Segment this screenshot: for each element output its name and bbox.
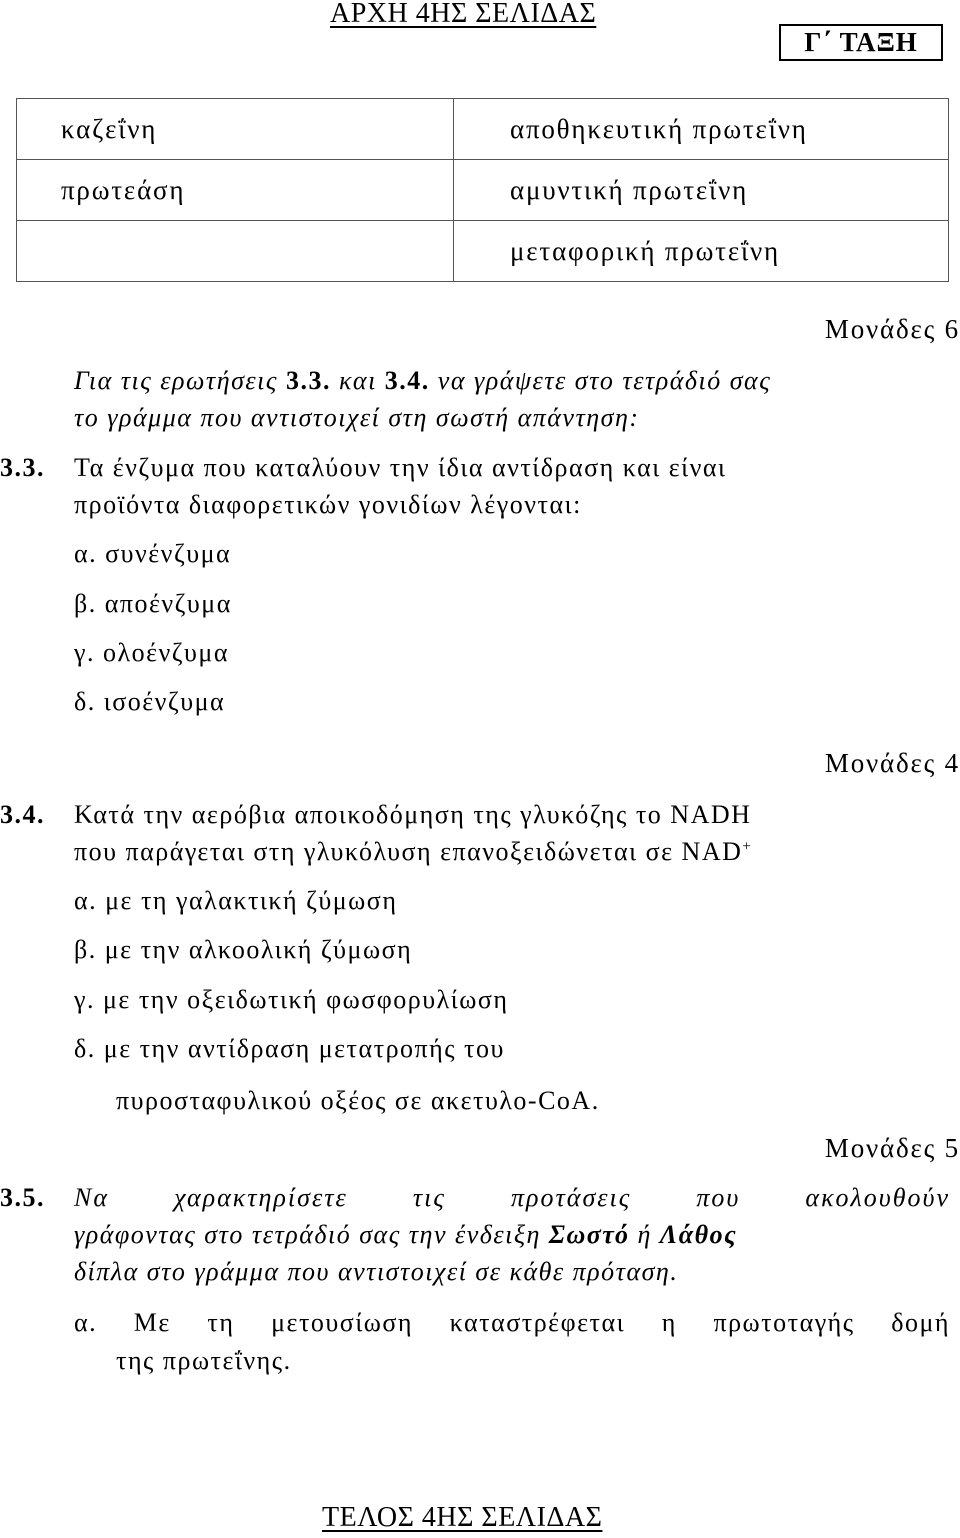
question-text: δίπλα στο γράμμα που αντιστοιχεί σε κάθε πρόταση. [74, 1257, 679, 1286]
instruction-text: να γράψετε στο τετράδιό σας [429, 366, 772, 395]
question-text-span: γράφοντας στο τετράδιό σας την ένδειξη [74, 1220, 549, 1249]
table-row [17, 99, 949, 160]
instruction-text: και [330, 366, 385, 395]
question-number: 3.3. [0, 453, 45, 482]
instruction-line-2: το γράμμα που αντιστοιχεί στη σωστή απάντηση: [74, 403, 640, 432]
instruction-text: Για τις ερωτήσεις [74, 366, 286, 395]
answer-option: δ. με την αντίδραση μετατροπής του [74, 1034, 505, 1063]
answer-option: γ. ολοένζυμα [74, 638, 229, 667]
statement-item: α. Με τη μετουσίωση καταστρέφεται η πρωτοταγής δομή [74, 1308, 950, 1337]
question-text: προϊόντα διαφορετικών γονιδίων λέγονται: [74, 490, 582, 519]
question-text: Τα ένζυμα που καταλύουν την ίδια αντίδραση και είναι [74, 453, 727, 482]
question-text-span: ή [629, 1220, 660, 1249]
marks-label: Μονάδες 4 [824, 748, 960, 778]
class-label-box: Γ΄ ΤΑΞΗ [779, 24, 943, 61]
question-number: 3.4. [0, 800, 45, 829]
question-text: Να χαρακτηρίσετε τις προτάσεις που ακολουθούν [74, 1183, 950, 1212]
true-label: Σωστό [548, 1220, 630, 1249]
answer-option: β. με την αλκοολική ζύμωση [74, 935, 413, 964]
answer-option: α. συνένζυμα [74, 539, 232, 568]
answer-option: α. με τη γαλακτική ζύμωση [74, 886, 398, 915]
answer-option: δ. ισοένζυμα [74, 687, 226, 716]
instruction-line-1 [74, 366, 771, 396]
question-text: Κατά την αερόβια αποικοδόμηση της γλυκόζης το NADH [74, 800, 752, 829]
table-cell [17, 221, 454, 282]
answer-option: γ. με την οξειδωτική φωσφορυλίωση [74, 985, 509, 1014]
table-row [17, 160, 949, 221]
table-cell: καζεΐνη [17, 99, 454, 160]
answer-option-continuation: πυροσταφυλικού οξέος σε ακετυλο-CoA. [116, 1086, 600, 1115]
question-text-span: που παράγεται στη γλυκόλυση επανοξειδώνεται σε NAD [74, 837, 743, 866]
statement-item: της πρωτεΐνης. [116, 1346, 292, 1375]
question-number: 3.5. [0, 1183, 45, 1212]
table-cell: αποθηκευτική πρωτεΐνη [454, 99, 949, 160]
page-header-title: ΑΡΧΗ 4ΗΣ ΣΕΛΙΔΑΣ [330, 0, 597, 29]
superscript: + [742, 838, 753, 855]
table-cell: μεταφορική πρωτεΐνη [454, 221, 949, 282]
false-label: Λάθος [659, 1220, 738, 1249]
marks-label: Μονάδες 5 [824, 1133, 960, 1163]
table-cell: πρωτεάση [17, 160, 454, 221]
table-row [17, 221, 949, 282]
page-footer-title: ΤΕΛΟΣ 4ΗΣ ΣΕΛΙΔΑΣ [322, 1502, 603, 1533]
answer-option: β. αποένζυμα [74, 589, 232, 618]
table-cell: αμυντική πρωτεΐνη [454, 160, 949, 221]
question-text [74, 1220, 737, 1250]
matching-table [16, 98, 949, 282]
question-text [74, 837, 752, 867]
question-ref: 3.3. [285, 366, 331, 395]
marks-label: Μονάδες 6 [824, 314, 960, 344]
question-ref: 3.4. [384, 366, 430, 395]
